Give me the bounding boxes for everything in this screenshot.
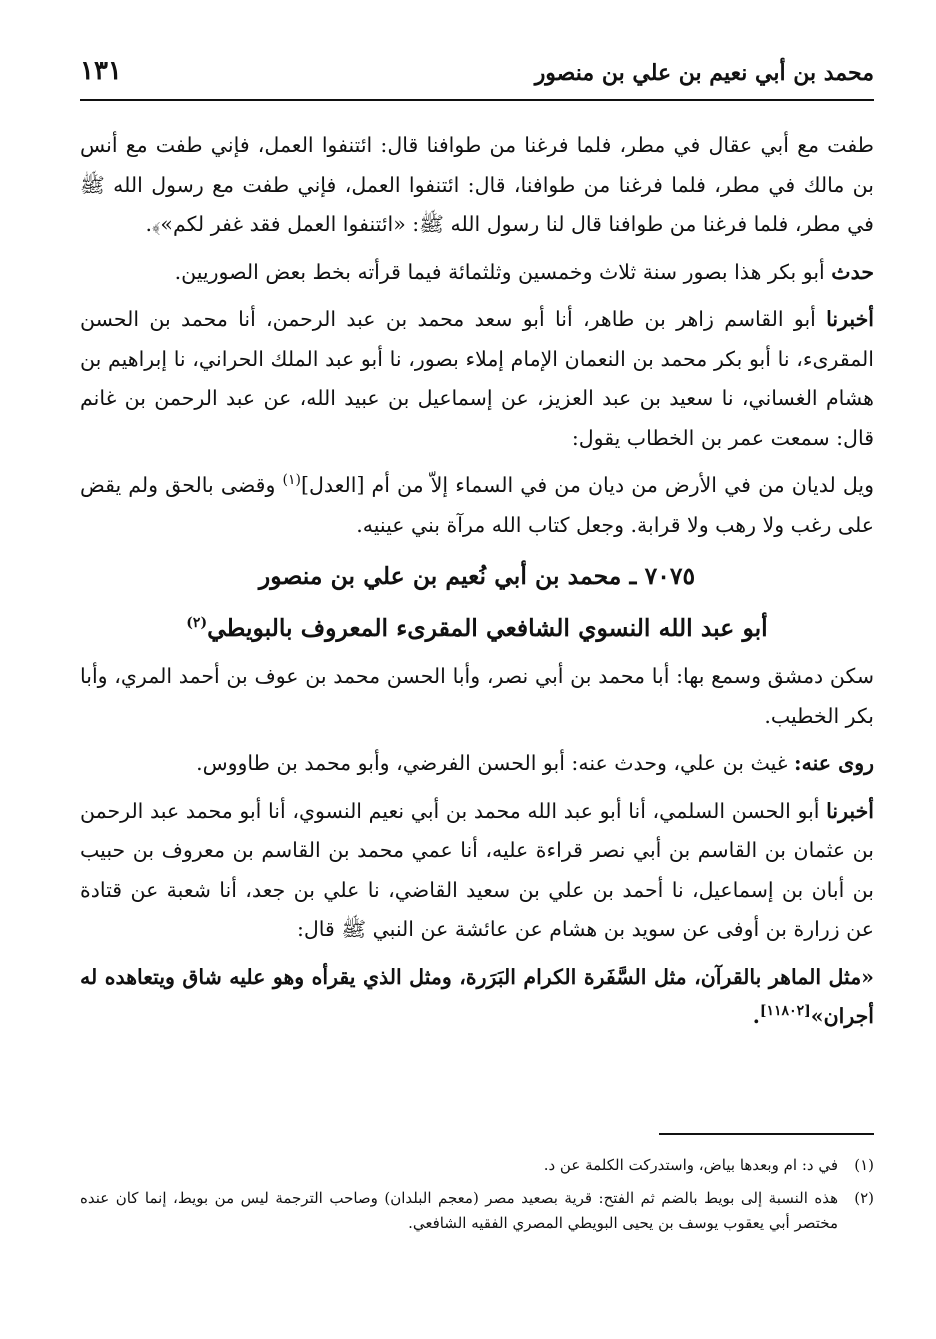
paragraph-narrators: [80, 744, 874, 784]
footnote-1: [80, 1153, 874, 1178]
header-rule: [80, 99, 874, 101]
running-title: محمد بن أبي نعيم بن علي بن منصور: [534, 60, 874, 86]
paragraph-residence: سكن دمشق وسمع بها: أبا محمد بن أبي نصر، وأبا الحسن محمد بن عوف بن أحمد المري، وأبا بكر الخطيب.: [80, 664, 874, 728]
lead-word: حدث: [831, 259, 874, 284]
paragraph-text: وقضى بالحق ولم يقض على رغب ولا رهب ولا قرابة. وجعل كتاب الله مرآة بني عينيه.: [80, 473, 874, 537]
lead-word: أخبرنا: [826, 798, 874, 823]
paragraph-text: ويل لديان من في الأرض من ديان من في السماء إلاّ من أم [العدل]: [300, 473, 875, 497]
footnotes: [80, 1153, 874, 1244]
paragraph-text: أبو القاسم زاهر بن طاهر، أنا أبو سعد محمد بن عبد الرحمن، أنا محمد بن الحسن المقرىء، نا أبو بكر محمد بن النعمان الإمام إملاء بصور، نا أبو عبد الملك الحراني، نا إبراهيم بن هشام الغساني، نا سعيد بن عبد العزيز، عن إسماعيل بن عبيد الله، عن عبد الرحمن بن غانم قال: سمعت عمر بن الخطاب يقول:: [80, 307, 874, 450]
footnote-number: (٢): [854, 1189, 874, 1207]
paragraph-text: أبو بكر هذا بصور سنة ثلاث وخمسين وثلثمائة فيما قرأته بخط بعض الصوريين.: [174, 259, 832, 284]
hadith-text: «مثل الماهر بالقرآن، مثل السَّفَرة الكرام البَرَرة، ومثل الذي يقرأه وهو عليه شاق ويتعاهده له أجران»: [80, 964, 874, 1028]
paragraph-isnad-umar: [80, 300, 874, 458]
running-header: [80, 52, 874, 92]
entry-title-text: أبو عبد الله النسوي الشافعي المقرىء المعروف بالبويطي: [207, 614, 768, 642]
hadith-end: .: [752, 1004, 760, 1028]
paragraph-hadith-quran: [80, 958, 874, 1037]
page-body: [80, 126, 874, 1045]
paragraph-text: أبو الحسن السلمي، أنا أبو عبد الله محمد بن أبي نعيم النسوي، أنا أبو محمد عبد الرحمن بن عثمان بن القاسم بن أبي نصر قراءة عليه، أنا عمي محمد بن القاسم بن معروف بن حبيب بن أبان بن إسماعيل، نا أحمد بن علي بن سعيد القاضي، نا علي بن جعد، أنا شعبة عن قتادة عن زرارة بن أوفى عن سويد بن هشام عن عائشة عن النبي ﷺ قال:: [80, 798, 874, 941]
paragraph-isnad-aisha: [80, 792, 874, 950]
footnote-2: [80, 1186, 874, 1236]
footnote-ref-2: (٢): [186, 615, 208, 632]
footnote-rule: [659, 1133, 874, 1135]
lead-word: روى عنه:: [794, 751, 874, 775]
footnote-text: في د: ام وبعدها بياض، واستدركت الكلمة عن د.: [543, 1156, 838, 1174]
paragraph-hadith-tawaf: طفت مع أبي عقال في مطر، فلما فرغنا من طوافنا قال: ائتنفوا العمل، فإني طفت مع أنس بن مالك في مطر، فلما فرغنا من طوافنا، قال: ائتنفوا العمل، فإني طفت مع رسول الله ﷺ في مطر، فلما فرغنا من طوافنا قال لنا رسول الله ﷺ: «ائتنفوا العمل فقد غفر لكم»﴾.: [80, 133, 874, 236]
footnote-number: (١): [854, 1156, 874, 1174]
paragraph-haddatha: [80, 253, 874, 293]
entry-title-line2: [80, 605, 874, 651]
hadith-number: [١١٨٠٢]: [759, 1003, 811, 1020]
paragraph-umar-saying: [80, 466, 874, 545]
footnote-text: هذه النسبة إلى بويط بالضم ثم الفتح: قرية بصعيد مصر (معجم البلدان) وصاحب الترجمة ليس من بويط، إنما كان عنده مختصر أبي يعقوب يوسف بن يحيى البويطي المصري الفقيه الشافعي.: [80, 1189, 838, 1232]
lead-word: أخبرنا: [826, 307, 874, 331]
entry-title-line1: ٧٠٧٥ ـ محمد بن أبي نُعيم بن علي بن منصور: [258, 562, 696, 590]
footnote-ref-1: (١): [282, 472, 301, 489]
paragraph-text: غيث بن علي، وحدث عنه: أبو الحسن الفرضي، وأبو محمد بن طاووس.: [196, 751, 795, 775]
page-number: ١٣١: [80, 56, 122, 86]
